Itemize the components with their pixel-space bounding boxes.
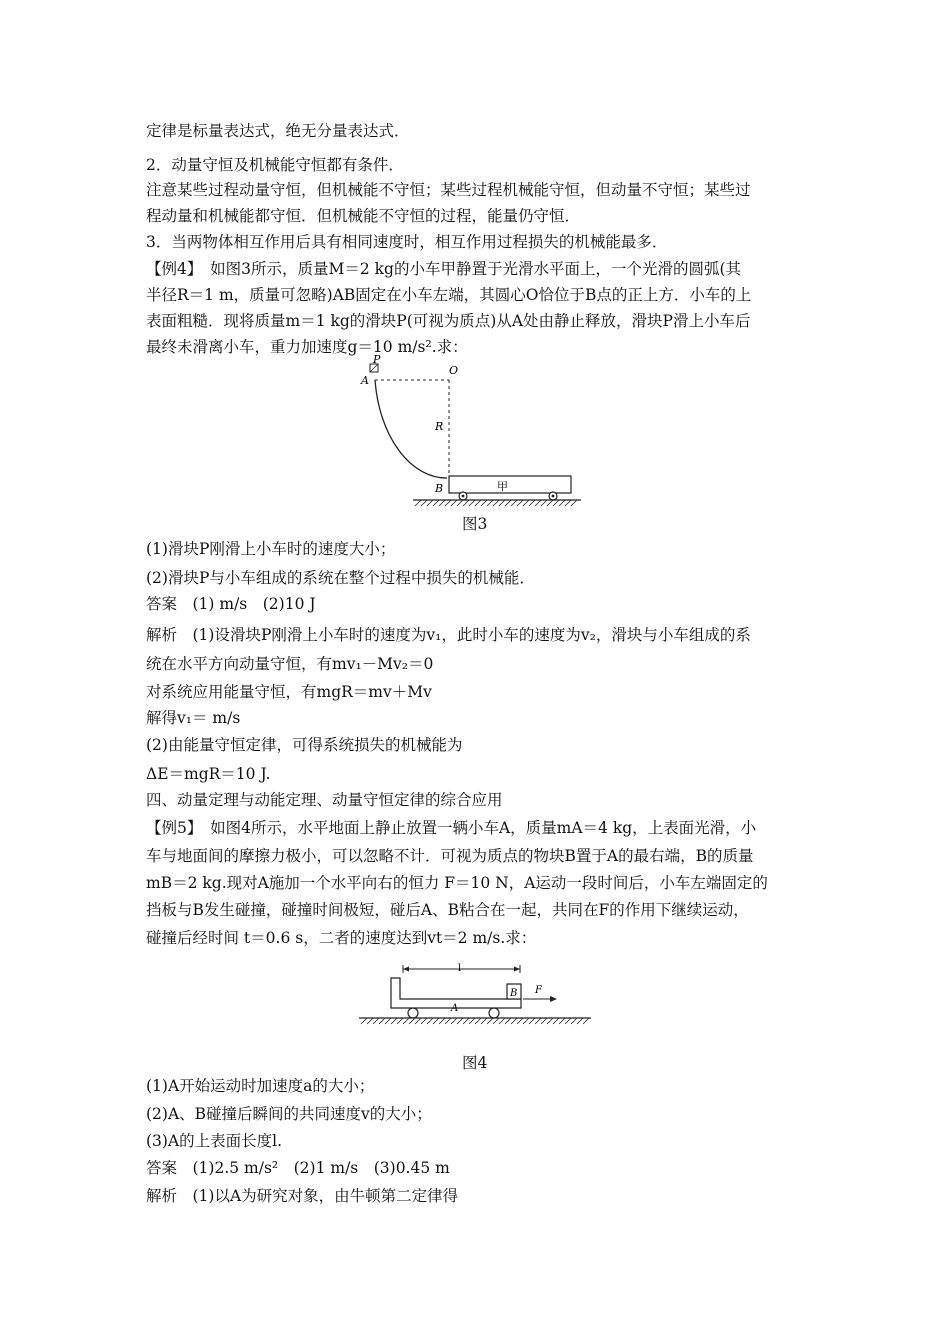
text-line: 表面粗糙．现将质量m＝1 kg的滑块P(可视为质点)从A处由静止释放，滑块P滑上小车后	[146, 312, 751, 330]
text-line: (1)滑块P刚滑上小车时的速度大小；	[146, 540, 396, 558]
text-line: (2)A、B碰撞后瞬间的共同速度v的大小；	[146, 1105, 432, 1123]
cart-axle-left	[462, 495, 465, 498]
label-cart: 甲	[497, 480, 508, 493]
text-line: 注意某些过程动量守恒，但机械能不守恒；某些过程机械能守恒，但动量不守恒；某些过	[146, 181, 751, 199]
text-line: 车与地面间的摩擦力极小，可以忽略不计．可视为质点的物块B置于A的最右端，B的质量	[146, 847, 754, 865]
label-a: A	[451, 1003, 459, 1014]
text-line: 答案 (1) m/s (2)10 J	[146, 595, 316, 613]
label-r: R	[435, 420, 444, 433]
length-arrow-right	[514, 967, 520, 972]
label-o: O	[449, 364, 459, 377]
text-line: 解得v₁＝ m/s	[146, 709, 241, 727]
label-a: A	[361, 374, 369, 387]
length-arrow-left	[403, 967, 409, 972]
ground-hatching	[415, 500, 577, 506]
text-line: 定律是标量表达式，绝无分量表达式．	[146, 122, 410, 140]
text-line: 半径R＝1 m，质量可忽略)AB固定在小车左端，其圆心O恰位于B点的正上方．小车的上	[146, 286, 752, 304]
figure-3-diagram	[355, 353, 585, 510]
text-line: 碰撞后经时间 t＝0.6 s，二者的速度达到vt＝2 m/s.求：	[146, 929, 537, 947]
force-arrow-head	[550, 996, 557, 1002]
text-line: 【例5】 如图4所示，水平地面上静止放置一辆小车A，质量mA＝4 kg，上表面光滑，小	[146, 819, 757, 837]
cart-body	[449, 476, 571, 493]
cart-axle-right	[552, 495, 555, 498]
text-line: mB＝2 kg.现对A施加一个水平向右的恒力 F＝10 N，A运动一段时间后，小车左端固定的	[146, 874, 768, 892]
text-line: (3)A的上表面长度l.	[146, 1132, 283, 1150]
text-line: ΔE＝mgR＝10 J.	[146, 765, 271, 783]
text-line: 解析 (1)设滑块P刚滑上小车时的速度为v₁，此时小车的速度为v₂，滑块与小车组成的系	[146, 626, 751, 644]
text-line: 四、动量定理与动能定理、动量守恒定律的综合应用	[146, 791, 503, 809]
text-line: 统在水平方向动量守恒，有mv₁－Mv₂＝0	[146, 655, 434, 673]
text-line: (1)A开始运动时加速度a的大小；	[146, 1077, 375, 1095]
cart-a-wheel-right	[489, 1008, 499, 1018]
ground-hatching	[361, 1018, 589, 1024]
text-line: 挡板与B发生碰撞，碰撞时间极短，碰后A、B粘合在一起，共同在F的作用下继续运动，	[146, 901, 749, 919]
text-line: 【例4】 如图3所示，质量M＝2 kg的小车甲静置于光滑水平面上，一个光滑的圆弧(其	[146, 260, 741, 278]
figure-4-caption: 图4	[462, 1054, 488, 1072]
text-line: (2)由能量守恒定律，可得系统损失的机械能为	[146, 736, 463, 754]
text-line: 最终未滑离小车，重力加速度g＝10 m/s².求：	[146, 338, 468, 356]
text-line: 答案 (1)2.5 m/s² (2)1 m/s (3)0.45 m	[146, 1159, 450, 1177]
text-line: 2．动量守恒及机械能守恒都有条件．	[146, 156, 404, 174]
text-line: 对系统应用能量守恒，有mgR＝mv＋Mv	[146, 683, 432, 701]
figure-4-diagram	[355, 960, 595, 1032]
figure-3-caption: 图3	[462, 515, 488, 533]
text-line: 程动量和机械能都守恒．但机械能不守恒的过程，能量仍守恒．	[146, 207, 581, 225]
label-b: B	[435, 482, 444, 495]
label-f: F	[535, 985, 542, 996]
label-b: B	[510, 988, 518, 999]
cart-a-wheel-left	[408, 1008, 418, 1018]
label-l: l	[458, 963, 462, 974]
text-line: (2)滑块P与小车组成的系统在整个过程中损失的机械能．	[146, 569, 535, 587]
text-line: 3．当两物体相互作用后具有相同速度时，相互作用过程损失的机械能最多．	[146, 233, 668, 251]
label-p: P	[373, 353, 381, 366]
text-line: 解析 (1)以A为研究对象，由牛顿第二定律得	[146, 1187, 459, 1205]
